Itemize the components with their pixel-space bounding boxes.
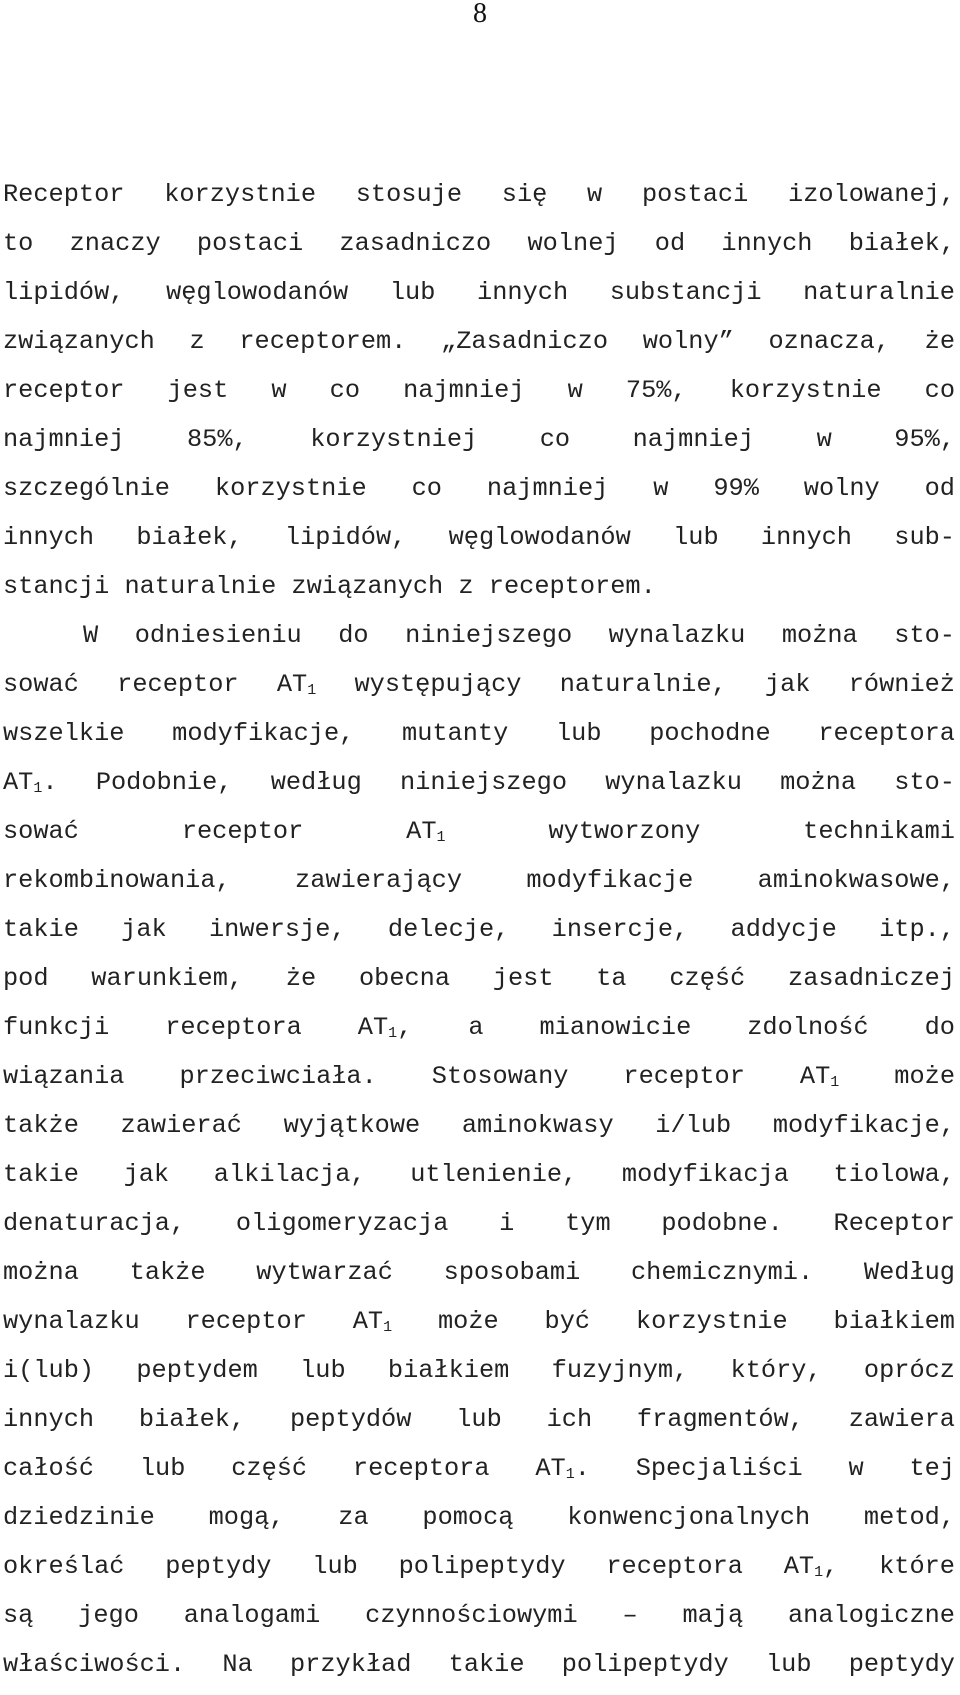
text-line: [3, 470, 955, 519]
text-line: [3, 568, 955, 617]
text-segment: wszelkie modyfikacje, mutanty lub pochodne receptora: [3, 719, 955, 748]
text-segment: AT: [3, 768, 34, 797]
text-line: [3, 1058, 955, 1107]
subscript: 1: [33, 780, 43, 797]
subscript: 1: [436, 829, 446, 846]
text-segment: może: [839, 1062, 955, 1091]
text-line: [3, 1597, 955, 1646]
text-segment: pod warunkiem, że obecna jest ta część zasadniczej: [3, 964, 955, 993]
text-line: [3, 1156, 955, 1205]
page-number: 8: [473, 0, 487, 29]
text-line: [3, 372, 955, 421]
text-line: [3, 666, 955, 715]
text-segment: można także wytwarzać sposobami chemicznymi. Według: [3, 1258, 955, 1287]
text-line: [3, 225, 955, 274]
text-line: [3, 1107, 955, 1156]
text-line: [3, 911, 955, 960]
text-line: [3, 960, 955, 1009]
text-segment: receptor jest w co najmniej w 75%, korzystnie co: [3, 376, 955, 405]
text-segment: stancji naturalnie związanych z receptorem.: [3, 572, 656, 601]
text-line: [3, 1205, 955, 1254]
text-segment: , a mianowicie zdolność do: [397, 1013, 955, 1042]
text-segment: związanych z receptorem. „Zasadniczo wolny” oznacza, że: [3, 327, 955, 356]
text-segment: denaturacja, oligomeryzacja i tym podobne. Receptor: [3, 1209, 955, 1238]
text-segment: występujący naturalnie, jak również: [316, 670, 955, 699]
text-line: [3, 274, 955, 323]
text-line: [3, 176, 955, 225]
text-line: [3, 421, 955, 470]
text-segment: Receptor korzystnie stosuje się w postaci izolowanej,: [3, 180, 955, 209]
subscript: 1: [307, 682, 317, 699]
text-segment: określać peptydy lub polipeptydy receptora AT: [3, 1552, 815, 1581]
text-line: [3, 1303, 955, 1352]
text-segment: funkcji receptora AT: [3, 1013, 389, 1042]
text-segment: także zawierać wyjątkowe aminokwasy i/lub modyfikacje,: [3, 1111, 955, 1140]
text-segment: W odniesieniu do niniejszego wynalazku można sto-: [83, 621, 955, 650]
subscript: 1: [830, 1074, 840, 1091]
subscript: 1: [565, 1466, 575, 1483]
text-segment: . Specjaliści w tej: [574, 1454, 955, 1483]
text-line: [3, 862, 955, 911]
text-segment: i(lub) peptydem lub białkiem fuzyjnym, który, oprócz: [3, 1356, 955, 1385]
text-line: [3, 519, 955, 568]
text-segment: innych białek, lipidów, węglowodanów lub innych sub-: [3, 523, 955, 552]
text-segment: sować receptor AT: [3, 817, 437, 846]
text-segment: wytworzony technikami: [445, 817, 955, 846]
text-segment: właściwości. Na przykład takie polipeptydy lub peptydy: [3, 1650, 955, 1679]
text-line: [3, 1646, 955, 1695]
text-line: [3, 1450, 955, 1499]
text-line: [3, 1401, 955, 1450]
text-line: [3, 764, 955, 813]
text-segment: takie jak alkilacja, utlenienie, modyfikacja tiolowa,: [3, 1160, 955, 1189]
text-segment: szczególnie korzystnie co najmniej w 99% wolny od: [3, 474, 955, 503]
text-segment: , które: [823, 1552, 955, 1581]
text-segment: sować receptor AT: [3, 670, 308, 699]
text-line: [3, 1548, 955, 1597]
body-text: [3, 176, 955, 1695]
text-line: [3, 1352, 955, 1401]
text-segment: dziedzinie mogą, za pomocą konwencjonalnych metod,: [3, 1503, 955, 1532]
text-segment: całość lub część receptora AT: [3, 1454, 566, 1483]
text-segment: są jego analogami czynnościowymi – mają analogiczne: [3, 1601, 955, 1630]
text-segment: innych białek, peptydów lub ich fragmentów, zawiera: [3, 1405, 955, 1434]
text-segment: rekombinowania, zawierający modyfikacje aminokwasowe,: [3, 866, 955, 895]
text-line: [3, 813, 955, 862]
text-segment: wiązania przeciwciała. Stosowany receptor AT: [3, 1062, 831, 1091]
text-segment: może być korzystnie białkiem: [392, 1307, 955, 1336]
text-segment: lipidów, węglowodanów lub innych substancji naturalnie: [3, 278, 955, 307]
text-segment: to znaczy postaci zasadniczo wolnej od innych białek,: [3, 229, 955, 258]
text-segment: wynalazku receptor AT: [3, 1307, 384, 1336]
subscript: 1: [388, 1025, 398, 1042]
text-line: [3, 617, 955, 666]
text-line: [3, 1009, 955, 1058]
subscript: 1: [814, 1564, 824, 1581]
subscript: 1: [383, 1319, 393, 1336]
text-line: [3, 715, 955, 764]
text-segment: takie jak inwersje, delecje, insercje, addycje itp.,: [3, 915, 955, 944]
text-segment: najmniej 85%, korzystniej co najmniej w 95%,: [3, 425, 955, 454]
text-segment: . Podobnie, według niniejszego wynalazku można sto-: [42, 768, 955, 797]
text-line: [3, 1499, 955, 1548]
text-line: [3, 1254, 955, 1303]
text-line: [3, 323, 955, 372]
